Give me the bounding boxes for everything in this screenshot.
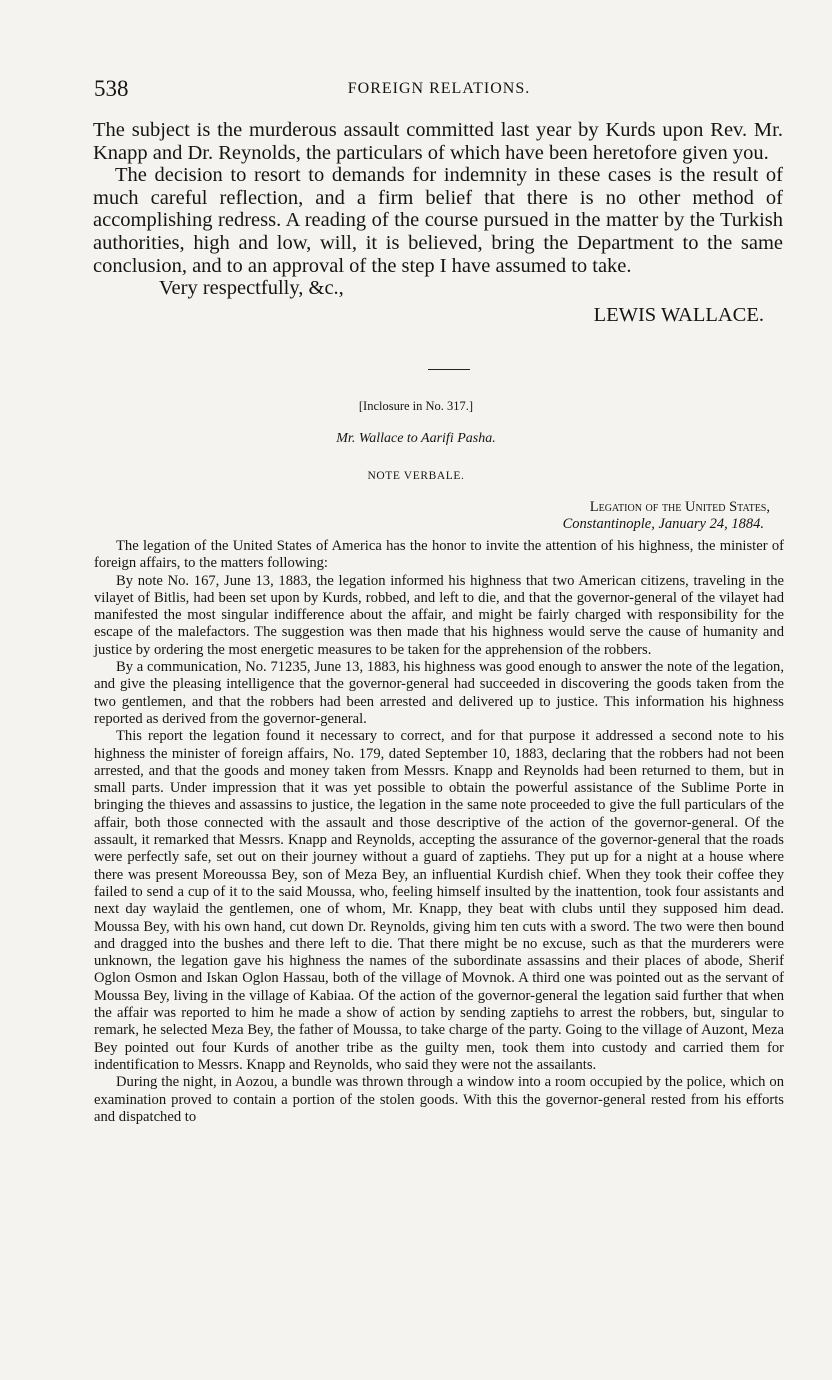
note-paragraph: This report the legation found it necessary to correct, and for that purpose it addressed a second note to his highness the minister of foreign affairs, No. 179, dated September 10, 1883, declaring that the robbers had not been arrested, and that the goods and money taken from Messrs. Knapp and Reynolds had been returned to them, but in small parts. Under impression that it was yet possible to obtain the powerful assistance of the Sublime Porte in bringing the thieves and assassins to justice, the legation in the same note proceeded to give the full particulars of the affair, both those connected with the assault and those descriptive of the action of the governor-general. Of the assault, it remarked that Messrs. Knapp and Reynolds, accepting the assurance of the governor-general that the roads were perfectly safe, set out on their journey without a guard of zaptiehs. They put up for a night at a house where there was present Moreoussa Bey, son of Meza Bey, an influential Kurdish chief. When they took their coffee they failed to send a cup of it to the said Moussa, who, feeling himself insulted by the inattention, took four assistants and next day waylaid the gentlemen, one of whom, Mr. Knapp, they beat with clubs until they supposed him dead. Moussa Bey, with his own hand, cut down Dr. Reynolds, giving him ten cuts with a sword. The two were then bound and dragged into the bushes and there left to die. That there might be no excuse, such as that the murderers were unknown, the legation gave his highness the names of the subordinate assassins and their places of abode, Sherif Oglon Osmon and Iskan Oglon Hassau, both of the village of Movnok. A third one was pointed out as the servant of Moussa Bey, living in the village of Kabiaa. Of the action of the governor-general the legation said further that when the affair was reported to him he made a show of action by sending zaptiehs to arrest the robbers, but, singular to remark, he selected Meza Bey, the father of Moussa, to take charge of the party. Going to the village of Auzont, Meza Bey pointed out four Kurds of another tribe as the guilty men, took them into custody and carried them for indentification to Messrs. Knapp and Reynolds, who said they were not the assailants. [94,728,784,1073]
letter-paragraph: The decision to resort to demands for indemnity in these cases is the result of much careful reflection, and a firm belief that there is no other method of accomplishing redress. A reading of the course pursued in the matter by the Turkish authorities, high and low, will, it is believed, bring the Department to the same conclusion, and to an approval of the step I have assumed to take. [93,164,783,277]
note-paragraph: The legation of the United States of America has the honor to invite the attention of his highness, the minister of foreign affairs, to the matters following: [94,538,784,572]
enclosure-label: [Inclosure in No. 317.] [358,399,474,413]
letter-body [93,119,783,326]
letter-signature: LEWIS WALLACE. [593,303,764,326]
page-number: 538 [94,76,129,101]
note-paragraph: By a communication, No. 71235, June 13, 1883, his highness was good enough to answer the note of the legation, and give the pleasing intelligence that the governor-general had succeeded in discovering the goods taken from the two gentlemen, and that the robbers had been arrested and delivered up to justice. This information his highness reported as derived from the governor-general. [94,659,784,727]
letter-paragraph: The subject is the murderous assault committed last year by Kurds upon Rev. Mr. Knapp and Dr. Reynolds, the particulars of which have been heretofore given you. [93,119,783,164]
note-paragraph: During the night, in Aozou, a bundle was thrown through a window into a room occupied by the police, which on examination proved to contain a portion of the stolen goods. With this the governor-general rested from his efforts and dispatched to [94,1074,784,1125]
dateline-legation: Legation of the United States, [589,499,770,515]
page-header [94,76,784,102]
dateline-place-date: Constantinople, January 24, 1884. [562,516,764,532]
note-subheading: Mr. Wallace to Aarifi Pasha. [336,431,496,446]
running-head: FOREIGN RELATIONS. [347,80,531,97]
note-paragraph: By note No. 167, June 13, 1883, the legation informed his highness that two American citizens, traveling in the vilayet of Bitlis, had been set upon by Kurds, robbed, and left to die, and that the governor-general of the vilayet had manifested the most singular indifference about the affair, and might be fairly charged with responsibility for the escape of the malefactors. The suggestion was then made that his highness would serve the cause of humanity and justice by ordering the most energetic measures to be taken for the apprehension of the robbers. [94,572,784,658]
section-divider [428,369,470,370]
note-body [94,538,784,1126]
dateline [300,499,772,533]
letter-closing: Very respectfully, &c., [159,277,344,300]
note-title: NOTE VERBALE. [367,470,465,482]
